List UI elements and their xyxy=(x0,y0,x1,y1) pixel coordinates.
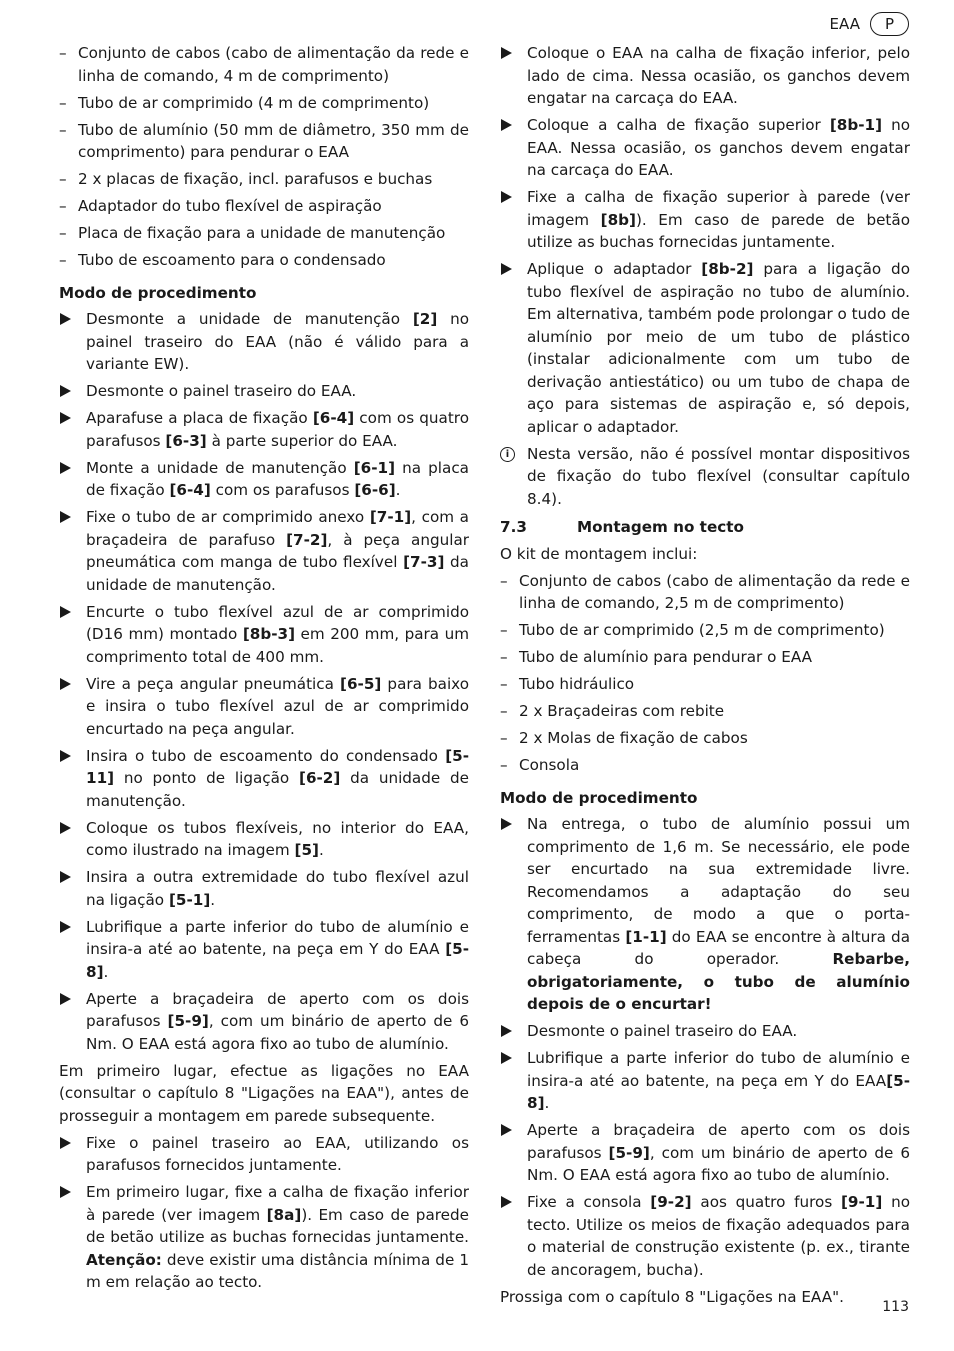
triangle-bullet-icon xyxy=(501,191,512,203)
section-number: 7.3 xyxy=(500,518,527,536)
bold-text: [6-4] xyxy=(169,481,211,499)
triangle-bullet-icon xyxy=(60,313,71,325)
instruction-step: Vire a peça angular pneumática [6-5] para baixo e insira o tubo flexível azul de ar comprimido encurtado na peça angular. xyxy=(59,673,469,741)
section-title: Montagem no tecto xyxy=(577,518,744,536)
bold-text: [5-11] xyxy=(86,746,469,787)
instruction-step: Desmonte o painel traseiro do EAA. xyxy=(500,1020,910,1043)
page-header xyxy=(830,12,909,36)
right-column xyxy=(500,42,910,1313)
list-item: – Tubo de ar comprimido (2,5 m de comprimento) xyxy=(500,619,910,642)
list-item: – Tubo de escoamento para o condensado xyxy=(59,249,469,272)
paragraph: O kit de montagem inclui: xyxy=(500,544,698,563)
subheading: Modo de procedimento xyxy=(59,283,257,302)
triangle-bullet-icon xyxy=(501,1025,512,1037)
instruction-step: Coloque os tubos flexíveis, no interior do EAA, como ilustrado na imagem [5]. xyxy=(59,817,469,862)
instruction-step: Encurte o tubo flexível azul de ar comprimido (D16 mm) montado [8b-3] em 200 mm, para um comprimento total de 400 mm. xyxy=(59,601,469,669)
instruction-step: Coloque o EAA na calha de fixação inferior, pelo lado de cima. Nessa ocasião, os ganchos devem engatar na carcaça do EAA. xyxy=(500,42,910,110)
info-note: i Nesta versão, não é possível montar dispositivos de fixação do tubo flexível (consultar capítulo 8.4). xyxy=(500,443,910,511)
bold-text: [7-2] xyxy=(286,530,328,549)
triangle-bullet-icon xyxy=(60,871,71,883)
instruction-step: Fixe a calha de fixação superior à parede (ver imagem [8b]). Em caso de parede de betão utilize as buchas fornecidas juntamente. xyxy=(500,186,910,254)
instruction-step: Insira o tubo de escoamento do condensado [5-11] no ponto de ligação [6-2] da unidade de manutenção. xyxy=(59,745,469,813)
bold-text: [8a] xyxy=(266,1205,302,1224)
triangle-bullet-icon xyxy=(501,119,512,131)
bold-text: [6-5] xyxy=(340,674,382,693)
paragraph: Em primeiro lugar, efectue as ligações no EAA (consultar o capítulo 8 "Ligações na EAA"), antes de prosseguir a montagem em parede subsequente. xyxy=(59,1061,469,1125)
triangle-bullet-icon xyxy=(501,47,512,59)
paragraph: Prossiga com o capítulo 8 "Ligações na EAA". xyxy=(500,1287,844,1306)
triangle-bullet-icon xyxy=(60,1137,71,1149)
list-item: – Consola xyxy=(500,754,910,777)
instruction-step: Aplique o adaptador [8b-2] para a ligação do tubo flexível de aspiração no tubo de alumínio. Em alternativa, também pode prolongar o tudo de alumínio por meio de um tubo de plástico (instalar adicionalmente com um tubo de derivação antiestático) ou um tubo de chapa de aço para sistemas de aspiração e, só depois, aplicar o adaptador. xyxy=(500,258,910,438)
instruction-step: Lubrifique a parte inferior do tubo de alumínio e insira-a até ao batente, na peça em Y do EAA[5-8]. xyxy=(500,1047,910,1115)
bold-text: [7-1] xyxy=(369,508,412,526)
instruction-step: Lubrifique a parte inferior do tubo de alumínio e insira-a até ao batente, na peça em Y do EAA [5-8]. xyxy=(59,916,469,984)
left-column xyxy=(59,42,469,1298)
instruction-step: Fixe o tubo de ar comprimido anexo [7-1], com a braçadeira de parafuso [7-2], à peça angular pneumática com manga de tubo flexível [7-3] da unidade de manutenção. xyxy=(59,506,469,596)
bold-text: [5] xyxy=(294,841,319,859)
list-item: – Placa de fixação para a unidade de manutenção xyxy=(59,222,469,245)
bold-text: [8b] xyxy=(600,210,636,229)
instruction-step: Desmonte a unidade de manutenção [2] no painel traseiro do EAA (não é válido para a variante EW). xyxy=(59,308,469,376)
instruction-step: Desmonte o painel traseiro do EAA. xyxy=(59,380,469,403)
bold-text: [2] xyxy=(412,310,438,328)
triangle-bullet-icon xyxy=(60,412,71,424)
instruction-step: Fixe o painel traseiro ao EAA, utilizando os parafusos fornecidos juntamente. xyxy=(59,1132,469,1177)
bold-text: [5-9] xyxy=(167,1012,209,1030)
instruction-step: Fixe a consola [9-2] aos quatro furos [9-1] no tecto. Utilize os meios de fixação adequados para o material de construção existente (p. ex., tirante de ancoragem, bucha). xyxy=(500,1191,910,1281)
bold-text: [6-1] xyxy=(353,458,396,477)
list-item: – Tubo hidráulico xyxy=(500,673,910,696)
bold-text: [6-2] xyxy=(299,769,341,787)
triangle-bullet-icon xyxy=(60,750,71,762)
list-item: – 2 x Braçadeiras com rebite xyxy=(500,700,910,723)
triangle-bullet-icon xyxy=(60,511,71,523)
bold-text: Rebarbe, obrigatoriamente, o tubo de alumínio depois de o encurtar! xyxy=(527,950,910,1013)
triangle-bullet-icon xyxy=(501,263,512,275)
triangle-bullet-icon xyxy=(501,1196,512,1208)
list-item: – Conjunto de cabos (cabo de alimentação da rede e linha de comando, 4 m de comprimento) xyxy=(59,42,469,87)
list-item: – Conjunto de cabos (cabo de alimentação da rede e linha de comando, 2,5 m de comprimento) xyxy=(500,570,910,615)
instruction-step: Aperte a braçadeira de aperto com os dois parafusos [5-9], com um binário de aperto de 6 Nm. O EAA está agora fixo ao tubo de alumínio. xyxy=(59,988,469,1056)
language-badge: P xyxy=(870,12,909,36)
instruction-step: Na entrega, o tubo de alumínio possui um comprimento de 1,6 m. Se necessário, ele pode ser encurtado na sua extremidade livre. Recomendamos a adaptação do seu comprimento, de modo a que o porta-ferramentas [1-1] do EAA se encontre à altura da cabeça do operador. Rebarbe, obrigatoriamente, o tubo de alumínio depois de o encurtar! xyxy=(500,813,910,1016)
triangle-bullet-icon xyxy=(60,385,71,397)
triangle-bullet-icon xyxy=(501,1124,512,1136)
bold-text: [1-1] xyxy=(625,927,667,946)
instruction-step: Em primeiro lugar, fixe a calha de fixação inferior à parede (ver imagem [8a]). Em caso de parede de betão utilize as buchas fornecidas juntamente. Atenção: deve existir uma distância mínima de 1 m em relação ao tecto. xyxy=(59,1181,469,1294)
instruction-step: Coloque a calha de fixação superior [8b-1] no EAA. Nessa ocasião, os ganchos devem engatar na carcaça do EAA. xyxy=(500,114,910,182)
bold-text: [5-9] xyxy=(608,1143,650,1162)
bold-text: [5-8] xyxy=(527,1071,910,1112)
triangle-bullet-icon xyxy=(501,1052,512,1064)
list-item: – 2 x placas de fixação, incl. parafusos e buchas xyxy=(59,168,469,191)
subheading: Modo de procedimento xyxy=(500,788,698,807)
list-item: – Tubo de ar comprimido (4 m de comprimento) xyxy=(59,92,469,115)
triangle-bullet-icon xyxy=(501,818,512,830)
bold-text: [6-4] xyxy=(312,409,355,427)
bold-text: [5-8] xyxy=(86,940,469,981)
bold-text: Atenção: xyxy=(86,1250,162,1269)
triangle-bullet-icon xyxy=(60,678,71,690)
section-heading xyxy=(500,516,910,539)
triangle-bullet-icon xyxy=(60,1186,71,1198)
instruction-step: Aparafuse a placa de fixação [6-4] com os quatro parafusos [6-3] à parte superior do EAA. xyxy=(59,407,469,452)
bold-text: [8b-2] xyxy=(701,260,754,278)
product-label: EAA xyxy=(829,15,860,33)
instruction-step: Aperte a braçadeira de aperto com os dois parafusos [5-9], com um binário de aperto de 6 Nm. O EAA está agora fixo ao tubo de alumínio. xyxy=(500,1119,910,1187)
list-item: – 2 x Molas de fixação de cabos xyxy=(500,727,910,750)
bold-text: [6-6] xyxy=(354,481,396,499)
triangle-bullet-icon xyxy=(60,462,71,474)
page-number: 113 xyxy=(882,1299,909,1315)
triangle-bullet-icon xyxy=(60,822,71,834)
triangle-bullet-icon xyxy=(60,993,71,1005)
triangle-bullet-icon xyxy=(60,606,71,618)
bold-text: [9-1] xyxy=(840,1193,883,1211)
info-icon: i xyxy=(500,447,515,462)
instruction-step: Insira a outra extremidade do tubo flexível azul na ligação [5-1]. xyxy=(59,866,469,911)
list-item: – Tubo de alumínio (50 mm de diâmetro, 350 mm de comprimento) para pendurar o EAA xyxy=(59,119,469,164)
bold-text: [5-1] xyxy=(168,890,211,909)
list-item: – Adaptador do tubo flexível de aspiração xyxy=(59,195,469,218)
instruction-step: Monte a unidade de manutenção [6-1] na placa de fixação [6-4] com os parafusos [6-6]. xyxy=(59,457,469,502)
bold-text: [9-2] xyxy=(650,1193,692,1211)
bold-text: [8b-3] xyxy=(242,625,296,643)
triangle-bullet-icon xyxy=(60,921,71,933)
bold-text: [7-3] xyxy=(403,553,445,571)
bold-text: [6-3] xyxy=(165,431,207,450)
list-item: – Tubo de alumínio para pendurar o EAA xyxy=(500,646,910,669)
bold-text: [8b-1] xyxy=(829,116,883,134)
